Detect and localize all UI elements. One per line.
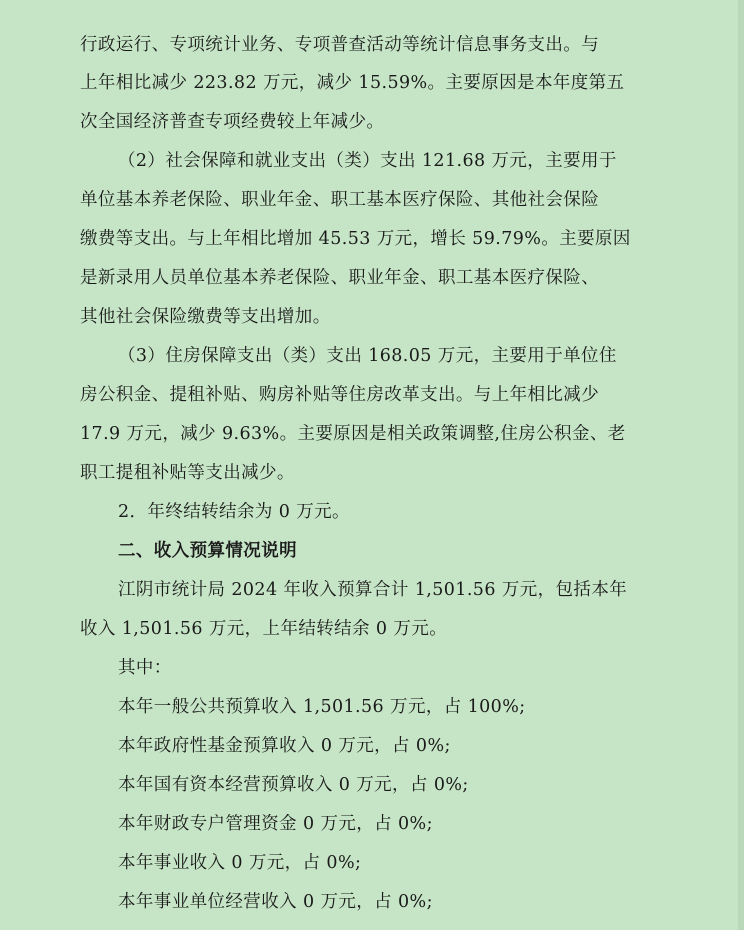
paragraph-line-3: 次全国经济普查专项经费较上年减少。 bbox=[80, 112, 385, 132]
paragraph-line-16: 收入 1,501.56 万元，上年结转结余 0 万元。 bbox=[80, 619, 448, 639]
income-item-special-account: 本年财政专户管理资金 0 万元，占 0%; bbox=[118, 814, 433, 834]
paragraph-line-8: 其他社会保险缴费等支出增加。 bbox=[80, 307, 331, 327]
paragraph-line-15: 江阴市统计局 2024 年收入预算合计 1,501.56 万元，包括本年 bbox=[118, 580, 628, 600]
paragraph-line-12: 职工提租补贴等支出减少。 bbox=[80, 463, 295, 483]
paragraph-line-10: 房公积金、提租补贴、购房补贴等住房改革支出。与上年相比减少 bbox=[80, 385, 600, 405]
paragraph-line-6: 缴费等支出。与上年相比增加 45.53 万元，增长 59.79%。主要原因 bbox=[80, 229, 631, 249]
paragraph-line-4: （2）社会保障和就业支出（类）支出 121.68 万元，主要用于 bbox=[118, 151, 617, 171]
paragraph-line-5: 单位基本养老保险、职业年金、职工基本医疗保险、其他社会保险 bbox=[80, 190, 600, 210]
income-item-business: 本年事业收入 0 万元，占 0%; bbox=[118, 853, 362, 873]
paragraph-line-17: 其中： bbox=[118, 658, 172, 678]
paragraph-line-11: 17.9 万元，减少 9.63%。主要原因是相关政策调整,住房公积金、老 bbox=[80, 424, 626, 444]
paragraph-line-7: 是新录用人员单位基本养老保险、职业年金、职工基本医疗保险、 bbox=[80, 268, 600, 288]
section-heading: 二、收入预算情况说明 bbox=[118, 541, 297, 561]
paragraph-line-1: 行政运行、专项统计业务、专项普查活动等统计信息事务支出。与 bbox=[80, 35, 600, 55]
paragraph-line-2: 上年相比减少 223.82 万元，减少 15.59%。主要原因是本年度第五 bbox=[80, 73, 625, 93]
paragraph-line-13: 2．年终结转结余为 0 万元。 bbox=[118, 502, 350, 522]
income-item-operating: 本年事业单位经营收入 0 万元，占 0%; bbox=[118, 892, 433, 912]
income-item-state-capital: 本年国有资本经营预算收入 0 万元，占 0%; bbox=[118, 775, 469, 795]
page-edge bbox=[738, 0, 744, 930]
income-item-government-fund: 本年政府性基金预算收入 0 万元，占 0%; bbox=[118, 736, 451, 756]
income-item-general-budget: 本年一般公共预算收入 1,501.56 万元，占 100%; bbox=[118, 697, 526, 717]
paragraph-line-9: （3）住房保障支出（类）支出 168.05 万元，主要用于单位住 bbox=[118, 346, 617, 366]
